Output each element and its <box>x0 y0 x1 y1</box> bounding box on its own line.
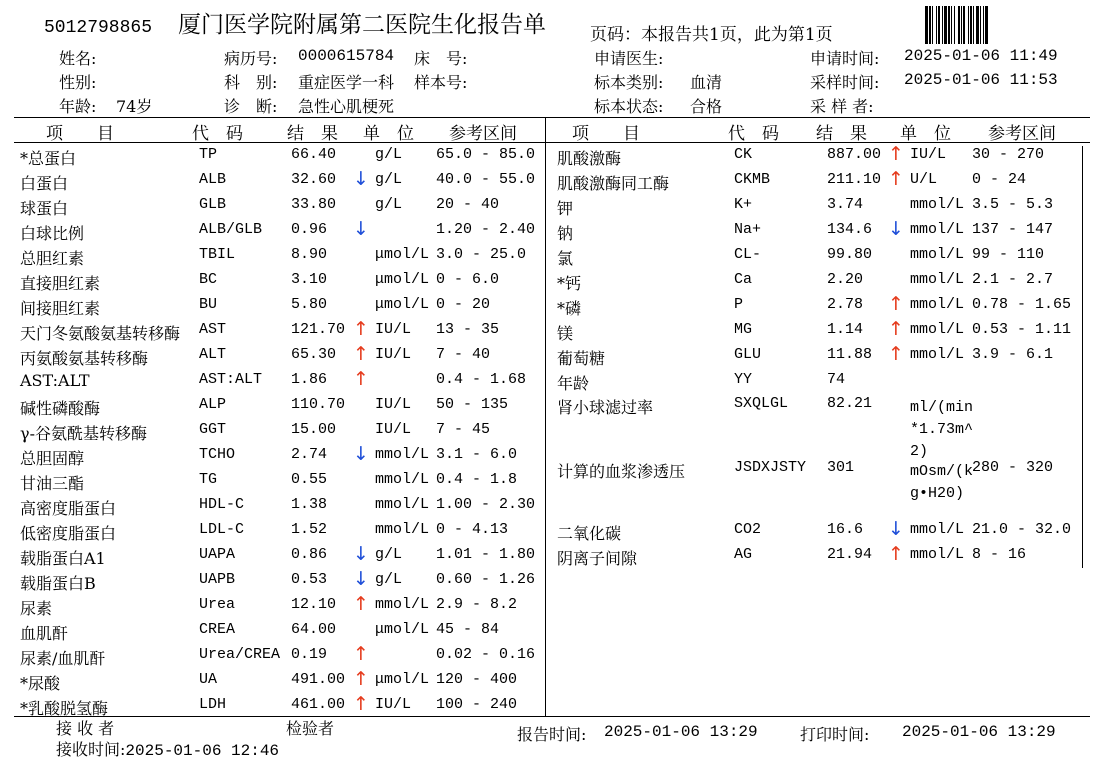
test-unit-line: ml/(min <box>910 399 974 416</box>
test-unit: mmol/L <box>910 321 965 338</box>
reference-range: 21.0 - 32.0 <box>972 521 1072 538</box>
test-unit: mmol/L <box>375 596 430 613</box>
test-result: 1.38 <box>291 496 328 513</box>
test-result: 32.60 <box>291 171 337 188</box>
test-unit: μmol/L <box>375 671 430 688</box>
test-result: 82.21 <box>827 395 873 412</box>
test-result: 0.19 <box>291 646 328 663</box>
test-unit: g/L <box>375 196 403 213</box>
test-name: 尿素/血肌酐 <box>20 649 106 668</box>
test-result: 65.30 <box>291 346 337 363</box>
col-unit-left: 单 位 <box>363 124 414 144</box>
col-code-left: 代 码 <box>192 124 243 144</box>
test-result: 15.00 <box>291 421 337 438</box>
reference-range: 7 - 40 <box>436 346 491 363</box>
test-code: AST <box>199 321 227 338</box>
test-unit: IU/L <box>375 346 412 363</box>
test-name: 肾小球滤过率 <box>557 398 654 417</box>
test-unit: μmol/L <box>375 296 430 313</box>
table-row <box>0 218 1112 246</box>
arrow-up-icon: ↑ <box>888 143 904 165</box>
table-row <box>0 196 1112 221</box>
test-code: BU <box>199 296 218 313</box>
receiver-label: 接 收 者 <box>56 719 115 738</box>
reference-range: 3.9 - 6.1 <box>972 346 1054 363</box>
reference-range: 0.53 - 1.11 <box>972 321 1072 338</box>
test-unit: mmol/L <box>375 521 430 538</box>
reference-range: 13 - 35 <box>436 321 500 338</box>
reference-range: 0 - 4.13 <box>436 521 509 538</box>
test-name: 高密度脂蛋白 <box>20 499 117 518</box>
sample-state-label: 标本状态: <box>594 97 664 116</box>
diagnosis-label: 诊 断: <box>224 97 278 116</box>
test-result: 121.70 <box>291 321 346 338</box>
test-name: 总胆红素 <box>20 249 85 268</box>
test-result: 8.90 <box>291 246 328 263</box>
test-code: UAPB <box>199 571 236 588</box>
test-result: 3.10 <box>291 271 328 288</box>
test-code: ALB <box>199 171 227 188</box>
receive-time <box>56 737 280 760</box>
test-name: *乳酸脱氢酶 <box>20 699 109 718</box>
test-name: 间接胆红素 <box>20 299 101 318</box>
arrow-up-icon: ↑ <box>353 643 369 665</box>
test-name: 载脂蛋白B <box>20 574 96 593</box>
test-unit: mmol/L <box>910 346 965 363</box>
test-name: 低密度脂蛋白 <box>20 524 117 543</box>
test-result: 12.10 <box>291 596 337 613</box>
test-name: 白蛋白 <box>20 174 69 193</box>
reference-range: 45 - 84 <box>436 621 500 638</box>
test-name: *总蛋白 <box>20 149 77 168</box>
test-result: 0.96 <box>291 221 328 238</box>
reference-range: 7 - 45 <box>436 421 491 438</box>
test-name: 阴离子间隙 <box>557 549 638 568</box>
test-name: 碱性磷酸酶 <box>20 399 101 418</box>
arrow-down-icon: ↓ <box>353 568 369 590</box>
sampling-time-value: 2025-01-06 11:53 <box>904 71 1058 89</box>
reference-range: 2.9 - 8.2 <box>436 596 518 613</box>
reference-range: 3.0 - 25.0 <box>436 246 527 263</box>
test-unit: g/L <box>375 571 403 588</box>
test-unit: IU/L <box>375 321 412 338</box>
table-row <box>0 293 1112 321</box>
test-result: 99.80 <box>827 246 873 263</box>
test-name: AST:ALT <box>20 371 90 390</box>
table-row <box>0 271 1112 296</box>
reference-range: 0 - 6.0 <box>436 271 500 288</box>
test-name: 血肌酐 <box>20 624 69 643</box>
test-code: GGT <box>199 421 227 438</box>
receive-time-value: 2025-01-06 12:46 <box>125 742 280 760</box>
test-result: 33.80 <box>291 196 337 213</box>
test-result: 134.6 <box>827 221 873 238</box>
test-code: AG <box>734 546 753 563</box>
test-result: 0.53 <box>291 571 328 588</box>
record-label: 病历号: <box>224 49 278 68</box>
arrow-up-icon: ↑ <box>353 593 369 615</box>
test-unit: mmol/L <box>910 221 965 238</box>
test-code: UA <box>199 671 218 688</box>
test-unit: mmol/L <box>910 271 965 288</box>
arrow-up-icon: ↑ <box>353 343 369 365</box>
test-result: 64.00 <box>291 621 337 638</box>
test-result: 1.52 <box>291 521 328 538</box>
test-name: 镁 <box>557 324 574 343</box>
print-time-label: 打印时间: <box>800 725 870 744</box>
test-code: MG <box>734 321 753 338</box>
reference-range: 20 - 40 <box>436 196 500 213</box>
arrow-up-icon: ↑ <box>888 543 904 565</box>
arrow-up-icon: ↑ <box>888 318 904 340</box>
test-result: 0.86 <box>291 546 328 563</box>
test-code: CO2 <box>734 521 762 538</box>
test-name: 肌酸激酶同工酶 <box>557 174 670 193</box>
test-code: CKMB <box>734 171 771 188</box>
doctor-label: 申请医生: <box>594 49 664 68</box>
arrow-down-icon: ↓ <box>353 218 369 240</box>
name-label: 姓名: <box>59 49 97 68</box>
diagnosis-value: 急性心肌梗死 <box>298 97 395 116</box>
col-ref-right: 参考区间 <box>988 124 1056 144</box>
test-unit-line: *1.73m^ <box>910 421 974 438</box>
report-id: 5012798865 <box>44 18 153 38</box>
test-result: 21.94 <box>827 546 873 563</box>
test-unit: mmol/L <box>910 296 965 313</box>
test-result: 5.80 <box>291 296 328 313</box>
arrow-up-icon: ↑ <box>888 168 904 190</box>
arrow-up-icon: ↑ <box>888 343 904 365</box>
sample-state-value: 合格 <box>690 97 723 116</box>
test-code: CL- <box>734 246 762 263</box>
test-result: 0.55 <box>291 471 328 488</box>
test-result: 110.70 <box>291 396 346 413</box>
test-name: 丙氨酸氨基转移酶 <box>20 349 149 368</box>
table-row <box>0 168 1112 196</box>
reference-range: 0.78 - 1.65 <box>972 296 1072 313</box>
test-code: UAPA <box>199 546 236 563</box>
arrow-up-icon: ↑ <box>353 318 369 340</box>
bed-label: 床 号: <box>414 49 468 68</box>
col-code-right: 代 码 <box>728 124 779 144</box>
test-result: 16.6 <box>827 521 864 538</box>
arrow-down-icon: ↓ <box>353 168 369 190</box>
checker-label: 检验者 <box>286 719 335 738</box>
test-unit-line: 2) <box>910 443 929 460</box>
test-unit <box>910 397 973 463</box>
test-code: GLU <box>734 346 762 363</box>
table-row <box>0 318 1112 346</box>
test-result: 11.88 <box>827 346 873 363</box>
test-name: 天门冬氨酸氨基转移酶 <box>20 324 181 343</box>
arrow-down-icon: ↓ <box>888 518 904 540</box>
col-item-right: 项 目 <box>572 124 640 144</box>
arrow-down-icon: ↓ <box>353 443 369 465</box>
test-code: ALP <box>199 396 227 413</box>
test-name: 直接胆红素 <box>20 274 101 293</box>
test-unit: mmol/L <box>375 446 430 463</box>
test-name: 年龄 <box>557 374 590 393</box>
reference-range: 280 - 320 <box>972 459 1054 476</box>
test-result: 1.86 <box>291 371 328 388</box>
test-name: 钾 <box>557 199 574 218</box>
sample-type-label: 标本类别: <box>594 73 664 92</box>
test-unit-line: mOsm/(k <box>910 463 974 480</box>
test-code: P <box>734 296 744 313</box>
test-unit: mmol/L <box>375 496 430 513</box>
table-row <box>0 568 1112 596</box>
reference-range: 30 - 270 <box>972 146 1045 163</box>
reference-range: 50 - 135 <box>436 396 509 413</box>
test-unit: IU/L <box>375 421 412 438</box>
table-row <box>0 143 1112 171</box>
test-name: γ-谷氨酰基转移酶 <box>20 424 147 443</box>
reference-range: 8 - 16 <box>972 546 1027 563</box>
test-code: LDL-C <box>199 521 245 538</box>
test-code: TG <box>199 471 218 488</box>
test-name: 尿素 <box>20 599 53 618</box>
reference-range: 1.00 - 2.30 <box>436 496 536 513</box>
test-code: Urea <box>199 596 236 613</box>
table-row <box>0 343 1112 371</box>
test-code: CREA <box>199 621 236 638</box>
test-name: 总胆固醇 <box>20 449 85 468</box>
test-name: *磷 <box>557 299 582 318</box>
sampling-time-label: 采样时间: <box>810 73 880 92</box>
test-result: 2.74 <box>291 446 328 463</box>
test-unit: mmol/L <box>910 521 965 538</box>
test-code: TP <box>199 146 218 163</box>
reference-range: 99 - 110 <box>972 246 1045 263</box>
barcode-icon <box>925 6 1027 44</box>
test-result: 74 <box>827 371 846 388</box>
reference-range: 65.0 - 85.0 <box>436 146 536 163</box>
test-code: Ca <box>734 271 753 288</box>
gender-label: 性别: <box>59 73 97 92</box>
test-result: 2.20 <box>827 271 864 288</box>
test-name: 甘油三酯 <box>20 474 85 493</box>
test-name: 载脂蛋白A1 <box>20 549 106 568</box>
arrow-up-icon: ↑ <box>353 693 369 715</box>
test-code: Urea/CREA <box>199 646 281 663</box>
test-unit: IU/L <box>375 696 412 713</box>
reference-range: 2.1 - 2.7 <box>972 271 1054 288</box>
print-time-value: 2025-01-06 13:29 <box>902 723 1056 741</box>
test-code: Na+ <box>734 221 762 238</box>
test-code: TCHO <box>199 446 236 463</box>
test-code: CK <box>734 146 753 163</box>
test-name: 计算的血浆渗透压 <box>557 462 686 481</box>
dept-value: 重症医学一科 <box>298 73 395 92</box>
report-time-label: 报告时间: <box>517 725 587 744</box>
test-result: 1.14 <box>827 321 864 338</box>
sample-no-label: 样本号: <box>414 73 468 92</box>
arrow-up-icon: ↑ <box>353 668 369 690</box>
col-item-left: 项 目 <box>46 124 114 144</box>
test-unit: IU/L <box>910 146 947 163</box>
test-code: GLB <box>199 196 227 213</box>
test-code: JSDXJSTY <box>734 459 807 476</box>
report-title: 厦门医学院附属第二医院生化报告单 <box>178 12 546 38</box>
reference-range: 100 - 240 <box>436 696 518 713</box>
test-unit: U/L <box>910 171 938 188</box>
test-code: AST:ALT <box>199 371 263 388</box>
request-time-value: 2025-01-06 11:49 <box>904 47 1058 65</box>
arrow-down-icon: ↓ <box>888 218 904 240</box>
test-name: 氯 <box>557 249 574 268</box>
test-unit: mmol/L <box>910 196 965 213</box>
test-result: 211.10 <box>827 171 882 188</box>
test-name: 二氧化碳 <box>557 524 622 543</box>
test-code: YY <box>734 371 753 388</box>
sample-type-value: 血清 <box>690 73 723 92</box>
table-row <box>0 643 1112 671</box>
test-unit: mmol/L <box>910 546 965 563</box>
reference-range: 1.01 - 1.80 <box>436 546 536 563</box>
request-time-label: 申请时间: <box>810 49 880 68</box>
reference-range: 120 - 400 <box>436 671 518 688</box>
test-name: 钠 <box>557 224 574 243</box>
reference-range: 0.60 - 1.26 <box>436 571 536 588</box>
test-result: 461.00 <box>291 696 346 713</box>
arrow-up-icon: ↑ <box>353 368 369 390</box>
test-unit <box>910 461 973 505</box>
test-code: LDH <box>199 696 227 713</box>
test-unit: μmol/L <box>375 246 430 263</box>
receive-time-label: 接收时间: <box>56 740 126 759</box>
reference-range: 3.1 - 6.0 <box>436 446 518 463</box>
test-unit: g/L <box>375 546 403 563</box>
test-result: 66.40 <box>291 146 337 163</box>
arrow-up-icon: ↑ <box>888 293 904 315</box>
test-name: 白球比例 <box>20 224 85 243</box>
test-unit: μmol/L <box>375 271 430 288</box>
table-row <box>0 246 1112 271</box>
reference-range: 3.5 - 5.3 <box>972 196 1054 213</box>
report-time-value: 2025-01-06 13:29 <box>604 723 758 741</box>
age-label: 年龄: <box>59 97 97 116</box>
test-name: *钙 <box>557 274 582 293</box>
test-unit: g/L <box>375 171 403 188</box>
test-code: ALB/GLB <box>199 221 263 238</box>
arrow-down-icon: ↓ <box>353 543 369 565</box>
reference-range: 0.4 - 1.8 <box>436 471 518 488</box>
reference-range: 0 - 24 <box>972 171 1027 188</box>
test-name: 球蛋白 <box>20 199 69 218</box>
test-name: 葡萄糖 <box>557 349 606 368</box>
page-info: 页码：本报告共1页，此为第1页 <box>590 25 833 45</box>
reference-range: 137 - 147 <box>972 221 1054 238</box>
table-row <box>0 371 1112 395</box>
test-unit: μmol/L <box>375 621 430 638</box>
test-result: 887.00 <box>827 146 882 163</box>
reference-range: 40.0 - 55.0 <box>436 171 536 188</box>
record-value: 0000615784 <box>298 47 395 65</box>
test-result: 3.74 <box>827 196 864 213</box>
reference-range: 0.02 - 0.16 <box>436 646 536 663</box>
test-unit: mmol/L <box>375 471 430 488</box>
table-row <box>0 459 1112 521</box>
age-value: 74岁 <box>116 97 153 116</box>
table-row <box>0 668 1112 696</box>
test-unit: g/L <box>375 146 403 163</box>
table-row <box>0 395 1112 459</box>
col-unit-right: 单 位 <box>900 124 951 144</box>
test-unit-line: g•H20) <box>910 485 965 502</box>
test-code: HDL-C <box>199 496 245 513</box>
col-result-right: 结 果 <box>816 124 867 144</box>
test-result: 491.00 <box>291 671 346 688</box>
test-unit: IU/L <box>375 396 412 413</box>
test-result: 2.78 <box>827 296 864 313</box>
test-name: *尿酸 <box>20 674 61 693</box>
table-row <box>0 621 1112 646</box>
test-code: TBIL <box>199 246 236 263</box>
dept-label: 科 别: <box>224 73 278 92</box>
table-row <box>0 693 1112 721</box>
reference-range: 0.4 - 1.68 <box>436 371 527 388</box>
sampler-label: 采 样 者: <box>810 97 874 116</box>
table-row <box>0 543 1112 571</box>
table-row <box>0 593 1112 621</box>
reference-range: 0 - 20 <box>436 296 491 313</box>
col-result-left: 结 果 <box>287 124 338 144</box>
test-unit: mmol/L <box>910 246 965 263</box>
test-code: K+ <box>734 196 753 213</box>
test-result: 301 <box>827 459 855 476</box>
test-code: BC <box>199 271 218 288</box>
table-top-border <box>14 117 1090 118</box>
reference-range: 1.20 - 2.40 <box>436 221 536 238</box>
test-code: SXQLGL <box>734 395 789 412</box>
test-code: ALT <box>199 346 227 363</box>
test-name: 肌酸激酶 <box>557 149 622 168</box>
table-row <box>0 518 1112 546</box>
col-ref-left: 参考区间 <box>449 124 517 144</box>
